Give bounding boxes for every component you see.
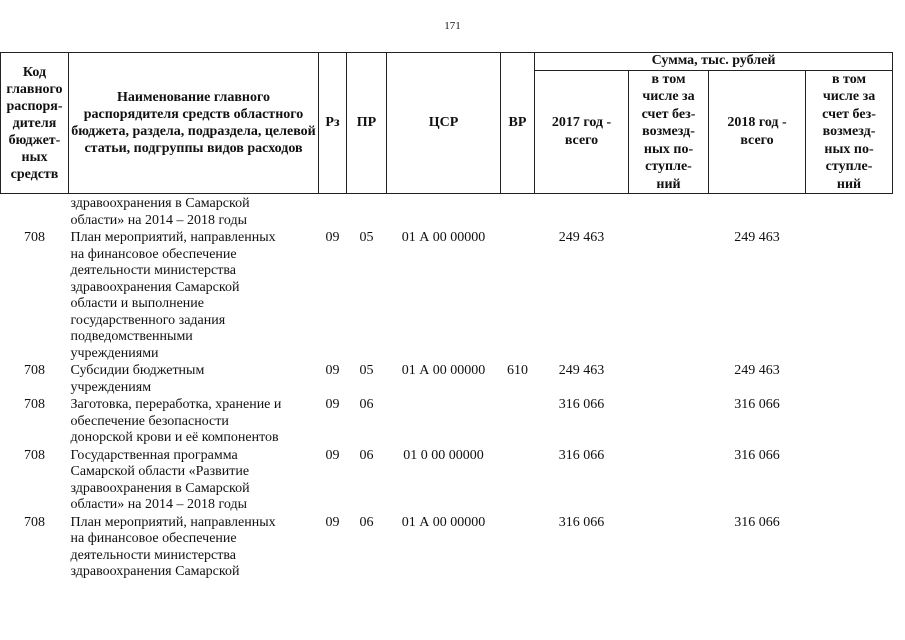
cell-kod: 708 xyxy=(24,397,45,412)
table-row xyxy=(1,447,893,514)
cell-kod: 708 xyxy=(24,363,45,378)
cell-name-line: на финансовое обеспечение xyxy=(70,246,237,262)
page-number: 171 xyxy=(444,20,461,32)
cell-name-line: План мероприятий, направленных xyxy=(70,230,276,245)
header-name: Наименование главного распорядителя средств областного бюджета, раздела, подраздела, целевой статьи, подгруппы видов расходов xyxy=(69,53,319,194)
cell-sum-2017 xyxy=(535,194,629,230)
cell-name xyxy=(69,229,319,362)
header-kod-line: бюджет- xyxy=(8,132,61,148)
cell-pr: 06 xyxy=(359,397,374,412)
cell-pr: 06 xyxy=(359,447,374,463)
cell-name xyxy=(69,396,319,447)
cell-kod: 708 xyxy=(24,230,45,245)
cell-name-line: деятельности министерства xyxy=(70,263,236,278)
cell-name-line: деятельности министерства xyxy=(70,547,236,563)
cell-name-line: области и выполнение xyxy=(70,296,205,311)
cell-pr xyxy=(347,194,387,230)
header-kod-line: ных xyxy=(21,149,48,165)
header-2017-free-line: числе за xyxy=(642,89,695,104)
cell-name-line: государственного задания xyxy=(70,312,226,328)
header-2018-line: 2018 год - xyxy=(727,115,787,131)
cell-name xyxy=(69,514,319,581)
cell-vr xyxy=(501,229,535,362)
cell-name xyxy=(69,447,319,514)
cell-sum-2017: 316 066 xyxy=(558,447,605,463)
header-2018-free xyxy=(806,70,893,194)
cell-name-line: План мероприятий, направленных xyxy=(70,514,276,530)
cell-free-2018 xyxy=(806,396,893,447)
header-2018-total xyxy=(709,70,806,194)
cell-pr: 06 xyxy=(359,514,374,530)
cell-free-2018 xyxy=(806,362,893,396)
header-kod-line: Код xyxy=(22,64,47,80)
cell-free-2017 xyxy=(629,194,709,230)
header-csr: ЦСР xyxy=(387,53,501,194)
cell-sum-2018 xyxy=(709,194,806,230)
header-2017-free-line: в том xyxy=(651,71,686,87)
cell-csr: 01 0 00 00000 xyxy=(403,447,484,463)
cell-free-2017 xyxy=(629,447,709,514)
cell-name-line: здравоохранения Самарской xyxy=(70,279,240,295)
cell-name-line: Заготовка, переработка, хранение и xyxy=(70,397,282,412)
cell-rz: 09 xyxy=(325,230,340,245)
header-sum-group: Сумма, тыс. рублей xyxy=(535,53,893,71)
header-vr: ВР xyxy=(501,53,535,194)
cell-sum-2017: 249 463 xyxy=(558,363,605,378)
cell-csr: 01 А 00 00000 xyxy=(401,230,486,245)
cell-vr xyxy=(501,447,535,514)
header-rz: Рз xyxy=(319,53,347,194)
table-row xyxy=(1,229,893,362)
cell-name-line: донорской крови и её компонентов xyxy=(70,430,279,445)
header-2017-free xyxy=(629,70,709,194)
cell-name-line: области» на 2014 – 2018 годы xyxy=(70,212,248,228)
cell-vr xyxy=(501,396,535,447)
cell-name-line: Субсидии бюджетным xyxy=(70,363,205,378)
header-2018-free-line: в том xyxy=(832,71,867,87)
cell-free-2017 xyxy=(629,229,709,362)
cell-free-2018 xyxy=(806,514,893,581)
header-2017-line: 2017 год - xyxy=(551,115,612,131)
header-2018-free-line: счет без- xyxy=(822,106,876,122)
cell-pr: 05 xyxy=(359,363,374,378)
cell-csr xyxy=(387,194,501,230)
cell-kod: 708 xyxy=(24,514,45,530)
header-kod-line: главного xyxy=(6,81,63,97)
header-2018-free-line: ных по- xyxy=(824,141,874,157)
table-row xyxy=(1,396,893,447)
cell-free-2017 xyxy=(629,396,709,447)
cell-rz xyxy=(319,194,347,230)
header-2018-line: всего xyxy=(740,132,774,148)
cell-rz: 09 xyxy=(325,447,340,463)
cell-free-2017 xyxy=(629,514,709,581)
cell-vr xyxy=(501,514,535,581)
cell-name-line: учреждениями xyxy=(70,345,159,361)
cell-sum-2018: 249 463 xyxy=(734,363,780,378)
header-2017-free-line: счет без- xyxy=(641,106,696,122)
cell-rz: 09 xyxy=(325,514,340,530)
table-row xyxy=(1,514,893,581)
header-2017-free-line: ных по- xyxy=(643,141,694,157)
header-kod-line: распоря- xyxy=(6,98,63,114)
cell-vr: 610 xyxy=(507,363,528,378)
cell-sum-2017: 316 066 xyxy=(558,514,605,530)
cell-name-line: Государственная программа xyxy=(70,447,238,463)
cell-sum-2017: 249 463 xyxy=(558,230,605,245)
cell-rz: 09 xyxy=(325,363,340,378)
header-2018-free-line: ний xyxy=(836,176,862,192)
header-pr: ПР xyxy=(347,53,387,194)
header-2017-line: всего xyxy=(564,132,599,148)
cell-name xyxy=(69,362,319,396)
cell-pr: 05 xyxy=(359,230,374,245)
header-kod xyxy=(1,53,69,194)
cell-kod: 708 xyxy=(24,447,45,463)
cell-name-line: здравоохранения в Самарской xyxy=(70,196,250,211)
header-2017-free-line: возмезд- xyxy=(642,124,695,139)
budget-table xyxy=(0,52,893,581)
cell-free-2017 xyxy=(629,362,709,396)
header-2017-total xyxy=(535,70,629,194)
table-header xyxy=(1,53,893,194)
header-2018-free-line: числе за xyxy=(822,89,876,104)
table-row xyxy=(1,362,893,396)
header-kod-line: средств xyxy=(10,166,59,182)
cell-name-line: подведомственными xyxy=(70,329,193,344)
cell-sum-2018: 316 066 xyxy=(734,447,780,463)
cell-free-2018 xyxy=(806,229,893,362)
cell-csr xyxy=(387,396,501,447)
header-2017-free-line: ступле- xyxy=(645,159,692,174)
cell-name-line: здравоохранения в Самарской xyxy=(70,480,250,496)
cell-name-line: на финансовое обеспечение xyxy=(70,531,237,546)
cell-csr: 01 А 00 00000 xyxy=(401,363,486,378)
cell-free-2018 xyxy=(806,194,893,230)
header-2018-free-line: ступле- xyxy=(825,159,873,174)
cell-sum-2018: 316 066 xyxy=(734,397,780,412)
table-row xyxy=(1,194,893,230)
cell-sum-2017: 316 066 xyxy=(558,397,605,412)
cell-csr: 01 А 00 00000 xyxy=(401,514,486,530)
table-body xyxy=(1,194,893,581)
cell-name-line: обеспечение безопасности xyxy=(70,413,229,429)
cell-kod xyxy=(1,194,69,230)
cell-rz: 09 xyxy=(325,397,340,412)
cell-name-line: здравоохранения Самарской xyxy=(70,564,240,579)
header-2017-free-line: ний xyxy=(656,176,681,192)
cell-free-2018 xyxy=(806,447,893,514)
cell-sum-2018: 249 463 xyxy=(734,230,780,245)
cell-vr xyxy=(501,194,535,230)
cell-sum-2018: 316 066 xyxy=(734,514,780,530)
cell-name-line: учреждениям xyxy=(70,379,152,395)
header-2018-free-line: возмезд- xyxy=(822,124,876,139)
cell-name-line: Самарской области «Развитие xyxy=(70,464,250,479)
cell-name-line: области» на 2014 – 2018 годы xyxy=(70,497,248,512)
cell-name xyxy=(69,194,319,230)
header-kod-line: дителя xyxy=(12,115,57,131)
